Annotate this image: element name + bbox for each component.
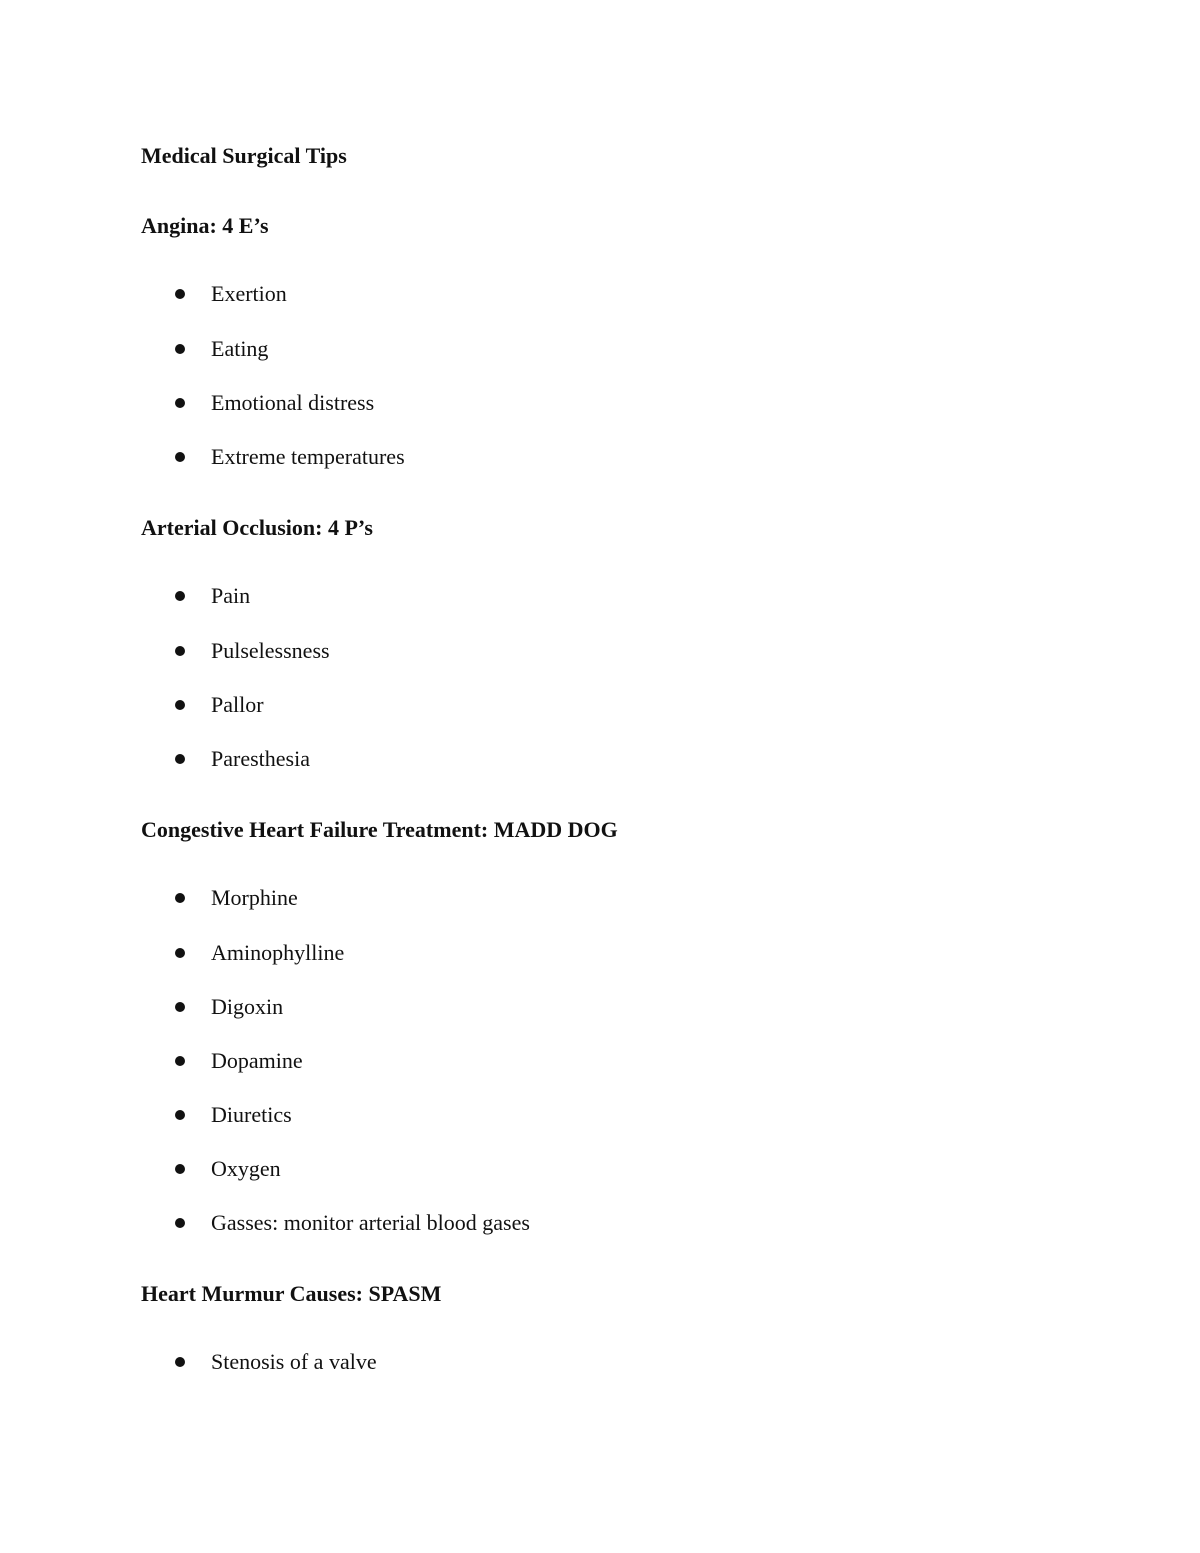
list-item-text: Exertion: [211, 281, 287, 306]
bullet-icon: [175, 398, 185, 408]
list-item-text: Pallor: [211, 692, 264, 717]
list-item: [0, 1209, 1200, 1239]
bullet-icon: [175, 1164, 185, 1174]
list-item: [0, 993, 1200, 1023]
list-item: [0, 637, 1200, 667]
list-item: [0, 582, 1200, 612]
bullet-icon: [175, 452, 185, 462]
list-item-text: Stenosis of a valve: [211, 1349, 377, 1374]
bullet-icon: [175, 591, 185, 601]
document-title: Medical Surgical Tips: [141, 143, 347, 168]
bullet-icon: [175, 646, 185, 656]
list-item: [0, 1155, 1200, 1185]
list-item-text: Gasses: monitor arterial blood gases: [211, 1210, 530, 1235]
list-item-text: Digoxin: [211, 994, 284, 1019]
list-item: [0, 280, 1200, 310]
bullet-icon: [175, 893, 185, 903]
list-item-text: Eating: [211, 336, 269, 361]
list-item-text: Pain: [211, 583, 251, 608]
list-item-text: Pulselessness: [211, 638, 330, 663]
list-item-text: Paresthesia: [211, 746, 310, 771]
list-item: [0, 939, 1200, 969]
list-item-text: Oxygen: [211, 1156, 281, 1181]
list-item-text: Emotional distress: [211, 390, 375, 415]
bullet-icon: [175, 1357, 185, 1367]
list-item: [0, 335, 1200, 365]
list-item: [0, 389, 1200, 419]
bullet-icon: [175, 948, 185, 958]
section-heading-angina: Angina: 4 E’s: [141, 213, 269, 238]
bullet-icon: [175, 289, 185, 299]
bullet-icon: [175, 344, 185, 354]
list-item: [0, 691, 1200, 721]
list-item-text: Morphine: [211, 885, 298, 910]
section-heading-chf-treatment: Congestive Heart Failure Treatment: MADD DOG: [141, 817, 618, 842]
list-item-text: Extreme temperatures: [211, 444, 405, 469]
bullet-icon: [175, 754, 185, 764]
list-item: [0, 1101, 1200, 1131]
bullet-icon: [175, 1002, 185, 1012]
list-item-text: Diuretics: [211, 1102, 292, 1127]
list-item-text: Dopamine: [211, 1048, 303, 1073]
bullet-icon: [175, 1056, 185, 1066]
bullet-icon: [175, 1110, 185, 1120]
list-item-text: Aminophylline: [211, 940, 345, 965]
list-item: [0, 1047, 1200, 1077]
list-item: [0, 1348, 1200, 1378]
section-heading-arterial-occlusion: Arterial Occlusion: 4 P’s: [141, 515, 373, 540]
bullet-icon: [175, 700, 185, 710]
list-item: [0, 745, 1200, 775]
list-item: [0, 443, 1200, 473]
section-heading-heart-murmur: Heart Murmur Causes: SPASM: [141, 1281, 442, 1306]
list-item: [0, 884, 1200, 914]
bullet-icon: [175, 1218, 185, 1228]
